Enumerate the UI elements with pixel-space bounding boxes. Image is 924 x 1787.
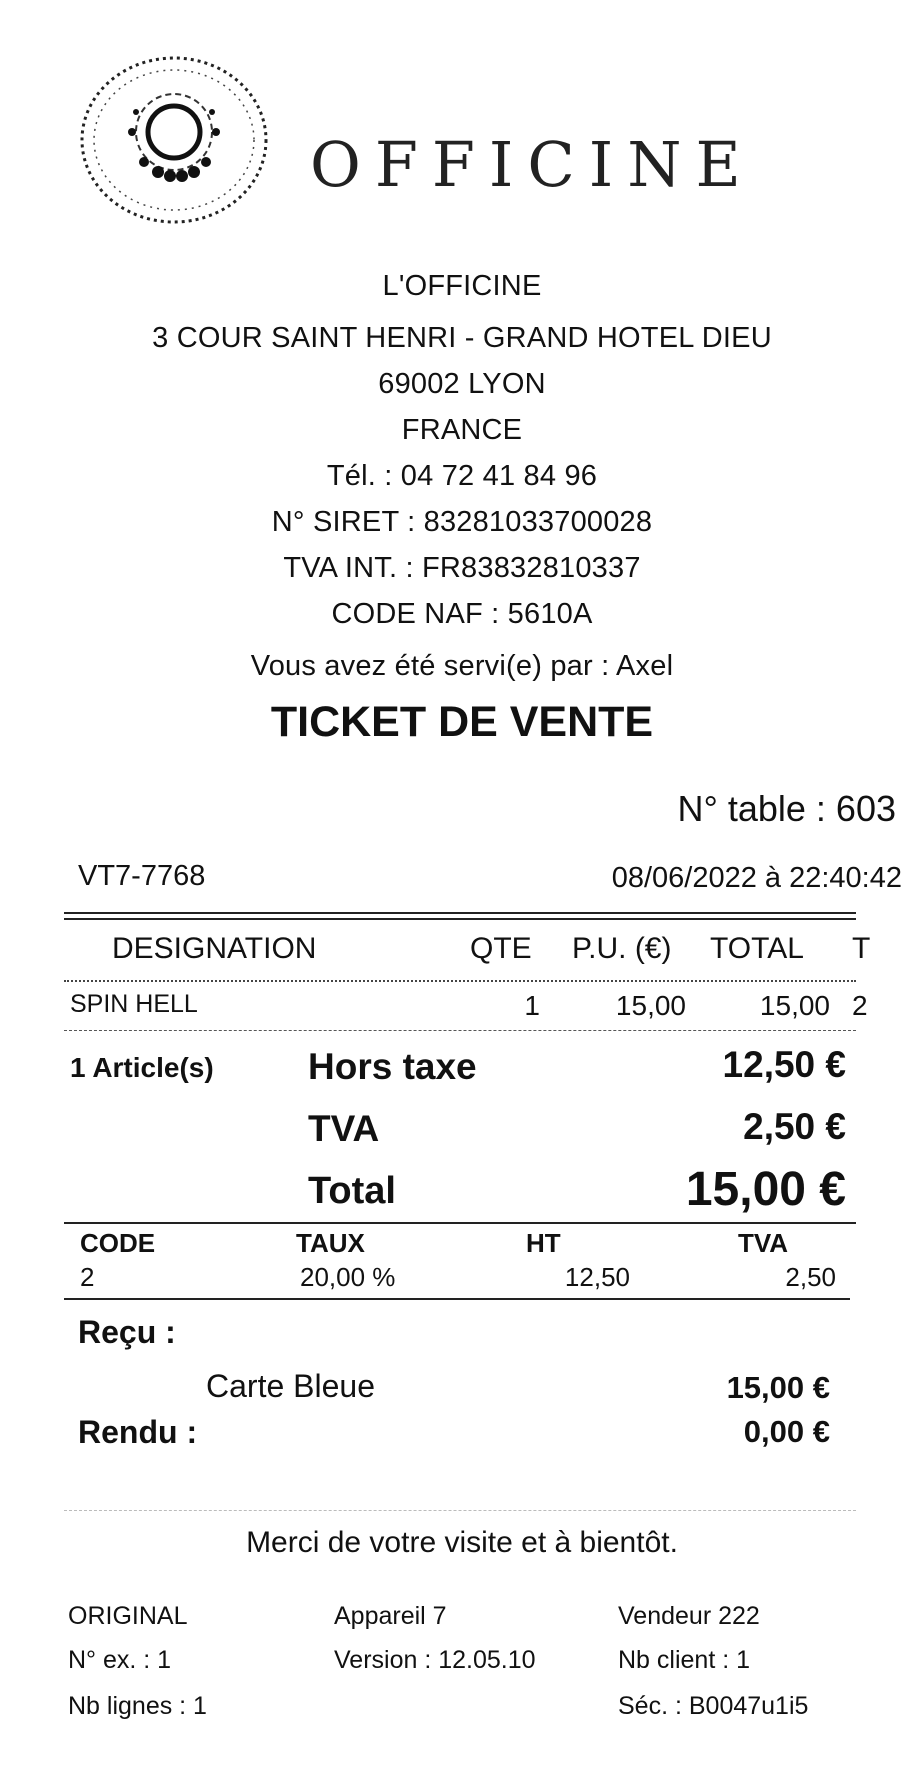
merchant-country: FRANCE: [401, 414, 523, 446]
logo: [74, 50, 284, 230]
ticket-datetime: 08/06/2022 à 22:40:42: [611, 862, 902, 894]
total-value: 15,00 €: [685, 1163, 846, 1216]
divider: [64, 980, 856, 982]
col-header-t: T: [852, 932, 871, 965]
tax-header-tva: TVA: [738, 1228, 789, 1258]
footer-device: Appareil 7: [334, 1602, 447, 1630]
tax-tva: 2,50: [785, 1262, 836, 1292]
item-qte: 1: [524, 990, 540, 1021]
tax-header-taux: TAUX: [296, 1228, 365, 1258]
tax-header-ht: HT: [526, 1228, 561, 1258]
ht-label: Hors taxe: [308, 1046, 477, 1087]
footer-security-code: Séc. : B0047u1i5: [618, 1692, 809, 1720]
tax-ht: 12,50: [564, 1262, 630, 1292]
circular-dotted-seal-icon: [74, 50, 284, 230]
divider: [64, 1030, 856, 1031]
table-number: N° table : 603: [677, 788, 896, 829]
item-t: 2: [852, 990, 868, 1021]
footer-client-count: Nb client : 1: [618, 1646, 751, 1674]
articles-count: 1 Article(s): [70, 1052, 214, 1083]
col-header-pu: P.U. (€): [572, 932, 672, 965]
merchant-siret: N° SIRET : 83281033700028: [271, 506, 653, 538]
footer-copy-number: N° ex. : 1: [68, 1646, 172, 1674]
divider: [64, 1222, 856, 1224]
total-label: Total: [308, 1170, 396, 1212]
payment-method: Carte Bleue: [206, 1368, 375, 1404]
col-header-total: TOTAL: [710, 932, 804, 965]
merchant-address: 3 COUR SAINT HENRI - GRAND HOTEL DIEU: [152, 322, 772, 354]
tax-header-code: CODE: [80, 1228, 156, 1258]
payment-amount: 15,00 €: [726, 1370, 830, 1405]
tax-code: 2: [80, 1262, 95, 1292]
footer-line-count: Nb lignes : 1: [68, 1692, 207, 1720]
footer-vendor: Vendeur 222: [618, 1602, 760, 1630]
item-designation: SPIN HELL: [70, 990, 198, 1018]
ticket-id: VT7-7768: [78, 860, 206, 892]
footer-original: ORIGINAL: [68, 1602, 188, 1630]
rendu-label: Rendu :: [78, 1414, 198, 1450]
tva-value: 2,50 €: [743, 1106, 846, 1147]
divider: [64, 1298, 850, 1300]
served-by: Vous avez été servi(e) par : Axel: [250, 650, 674, 682]
tva-label: TVA: [308, 1108, 380, 1149]
ht-value: 12,50 €: [722, 1044, 846, 1085]
tax-taux: 20,00 %: [300, 1262, 396, 1292]
divider: [64, 912, 856, 914]
merchant-phone: Tél. : 04 72 41 84 96: [326, 460, 598, 492]
merchant-tva-int: TVA INT. : FR83832810337: [283, 552, 641, 584]
ticket-title: TICKET DE VENTE: [270, 698, 654, 746]
col-header-qte: QTE: [470, 932, 532, 965]
recu-label: Reçu :: [78, 1314, 176, 1350]
merchant-city: 69002 LYON: [378, 368, 546, 400]
item-pu: 15,00: [615, 990, 686, 1021]
footer-version: Version : 12.05.10: [334, 1646, 536, 1674]
merchant-name: L'OFFICINE: [382, 270, 542, 302]
rendu-amount: 0,00 €: [743, 1414, 830, 1449]
col-header-designation: DESIGNATION: [112, 932, 317, 965]
merchant-naf: CODE NAF : 5610A: [331, 598, 593, 630]
divider: [64, 918, 856, 920]
brand-wordmark: OFFICINE: [310, 128, 755, 201]
divider: [64, 1510, 856, 1511]
thanks-message: Merci de votre visite et à bientôt.: [246, 1526, 678, 1559]
item-total: 15,00: [759, 990, 830, 1021]
